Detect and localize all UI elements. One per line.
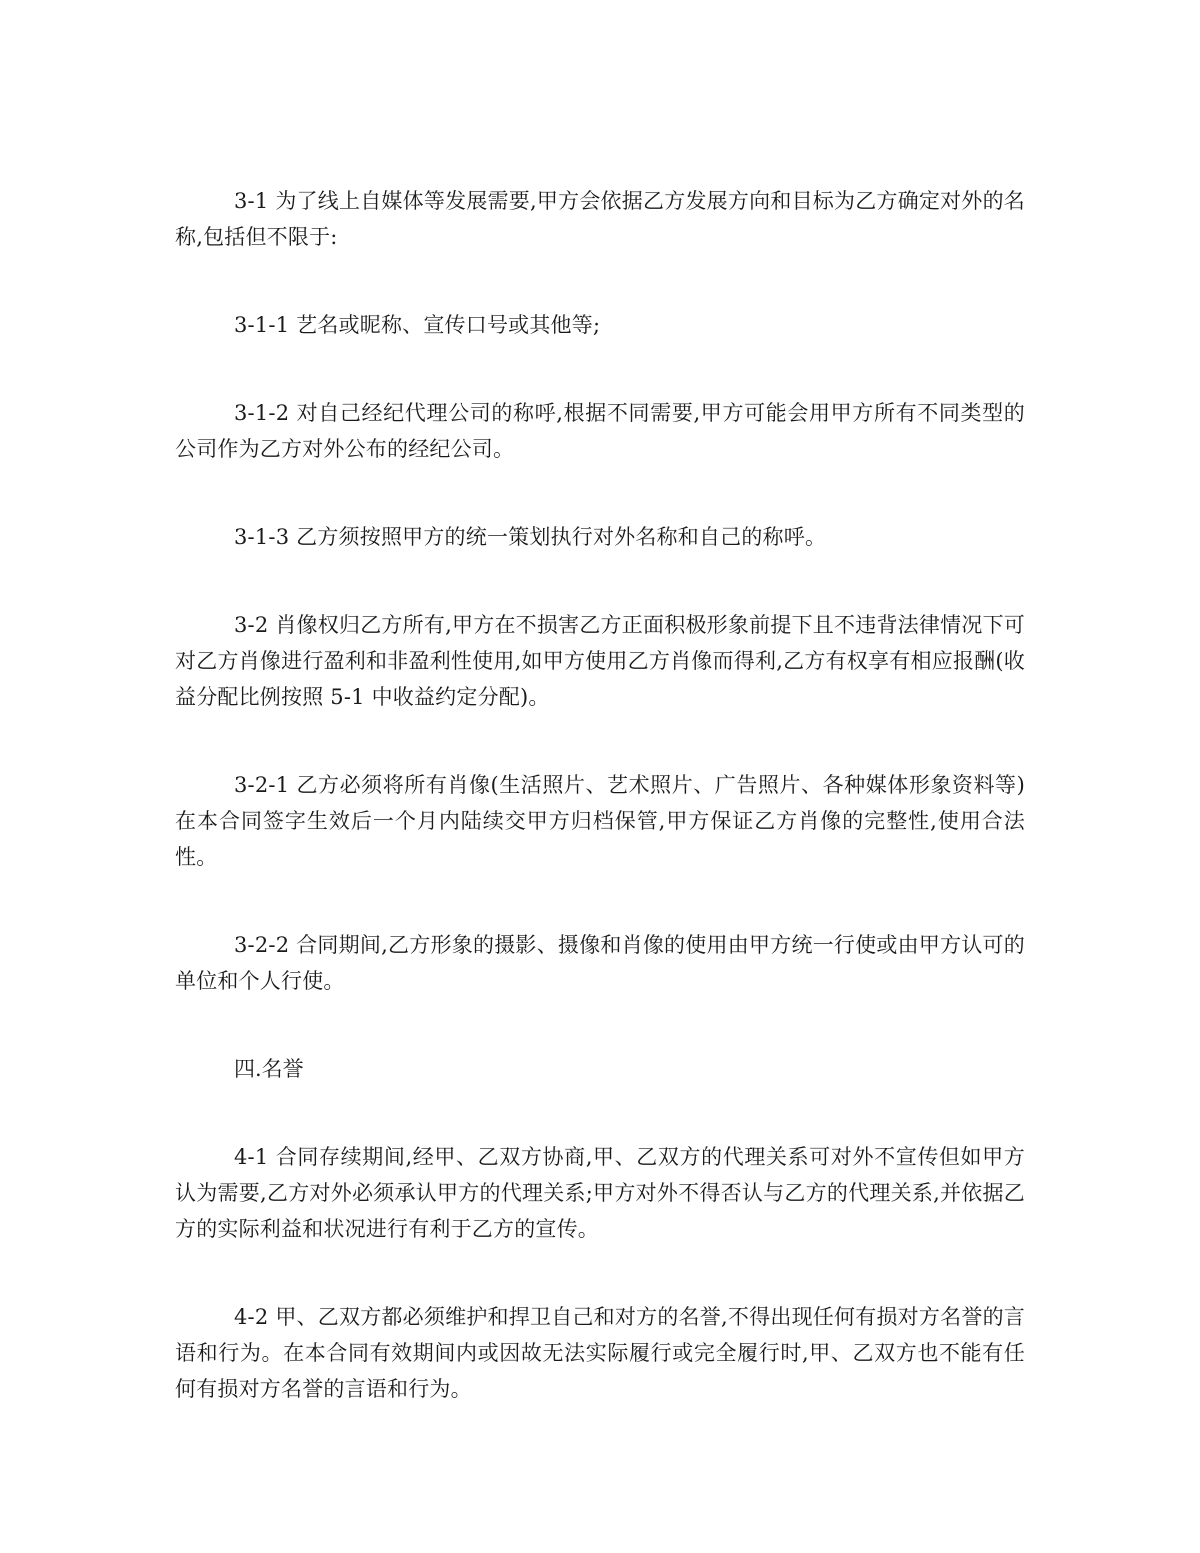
document-body [175,183,1025,1407]
clause-3-2: 3-2 肖像权归乙方所有,甲方在不损害乙方正面积极形象前提下且不违背法律情况下可对乙方肖像进行盈利和非盈利性使用,如甲方使用乙方肖像而得利,乙方有权享有相应报酬(收益分配比例按照 5-1 中收益约定分配)。 [175,613,1025,709]
clause-3-1-3: 3-1-3 乙方须按照甲方的统一策划执行对外名称和自己的称呼。 [234,525,827,549]
clause-3-1-1: 3-1-1 艺名或昵称、宣传口号或其他等; [234,313,601,337]
clause-3-2-2: 3-2-2 合同期间,乙方形象的摄影、摄像和肖像的使用由甲方统一行使或由甲方认可的单位和个人行使。 [175,933,1025,993]
clause-3-2-1: 3-2-1 乙方必须将所有肖像(生活照片、艺术照片、广告照片、各种媒体形象资料等)在本合同签字生效后一个月内陆续交甲方归档保管,甲方保证乙方肖像的完整性,使用合法性。 [175,773,1025,869]
clause-3-1: 3-1 为了线上自媒体等发展需要,甲方会依据乙方发展方向和目标为乙方确定对外的名称,包括但不限于: [175,189,1025,249]
clause-3-1-2: 3-1-2 对自己经纪代理公司的称呼,根据不同需要,甲方可能会用甲方所有不同类型的公司作为乙方对外公布的经纪公司。 [175,401,1025,461]
clause-4-1: 4-1 合同存续期间,经甲、乙双方协商,甲、乙双方的代理关系可对外不宣传但如甲方认为需要,乙方对外必须承认甲方的代理关系;甲方对外不得否认与乙方的代理关系,并依据乙方的实际利益和状况进行有利于乙方的宣传。 [175,1145,1025,1241]
clause-4-2: 4-2 甲、乙双方都必须维护和捍卫自己和对方的名誉,不得出现任何有损对方名誉的言语和行为。在本合同有效期间内或因故无法实际履行或完全履行时,甲、乙双方也不能有任何有损对方名誉的言语和行为。 [175,1305,1025,1401]
section-heading-reputation: 四.名誉 [234,1057,304,1081]
